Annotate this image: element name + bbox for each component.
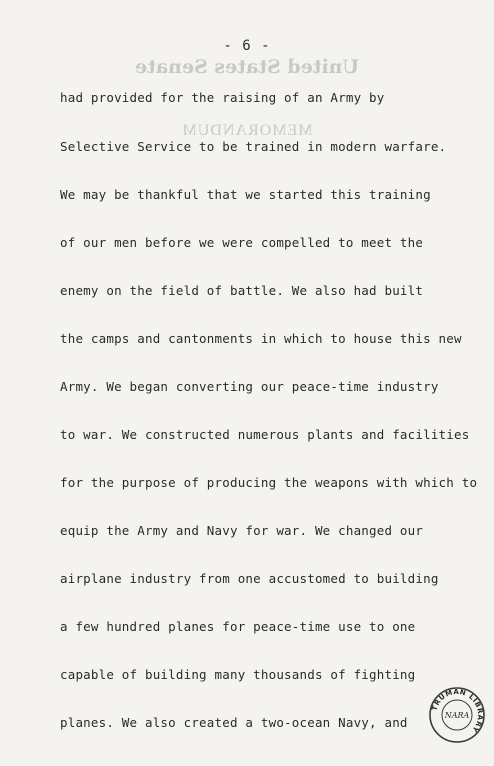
text-line: planes. We also created a two-ocean Navy, and (60, 715, 408, 730)
text-line: capable of building many thousands of fighting (60, 667, 416, 682)
text-line: a few hundred planes for peace-time use to one (60, 619, 416, 634)
text-line: equip the Army and Navy for war. We changed our (60, 523, 424, 538)
memorandum-watermark: MEMORANDUM (181, 122, 313, 139)
text-line: to war. We constructed numerous plants and facilities (60, 427, 470, 442)
stamp-ring-text: TRUMAN LIBRARY (430, 687, 485, 734)
text-line: airplane industry from one accustomed to building (60, 571, 439, 586)
text-line: for the purpose of producing the weapons with which to (60, 475, 478, 490)
stamp-center-text: NARA (444, 711, 470, 720)
truman-library-stamp-icon (428, 686, 486, 744)
text-line: Army. We began converting our peace-time industry (60, 379, 439, 394)
text-line: Selective Service to be trained in modern warfare. (60, 139, 447, 154)
text-line: enemy on the field of battle. We also had built (60, 283, 424, 298)
text-line: had provided for the raising of an Army by (60, 90, 385, 105)
senate-letterhead-watermark: United States Senate (134, 56, 360, 78)
text-line: the camps and cantonments in which to house this new (60, 331, 462, 346)
text-line: of our men before we were compelled to meet the (60, 235, 424, 250)
text-line: We may be thankful that we started this training (60, 187, 431, 202)
page-number: - 6 - (223, 38, 271, 54)
